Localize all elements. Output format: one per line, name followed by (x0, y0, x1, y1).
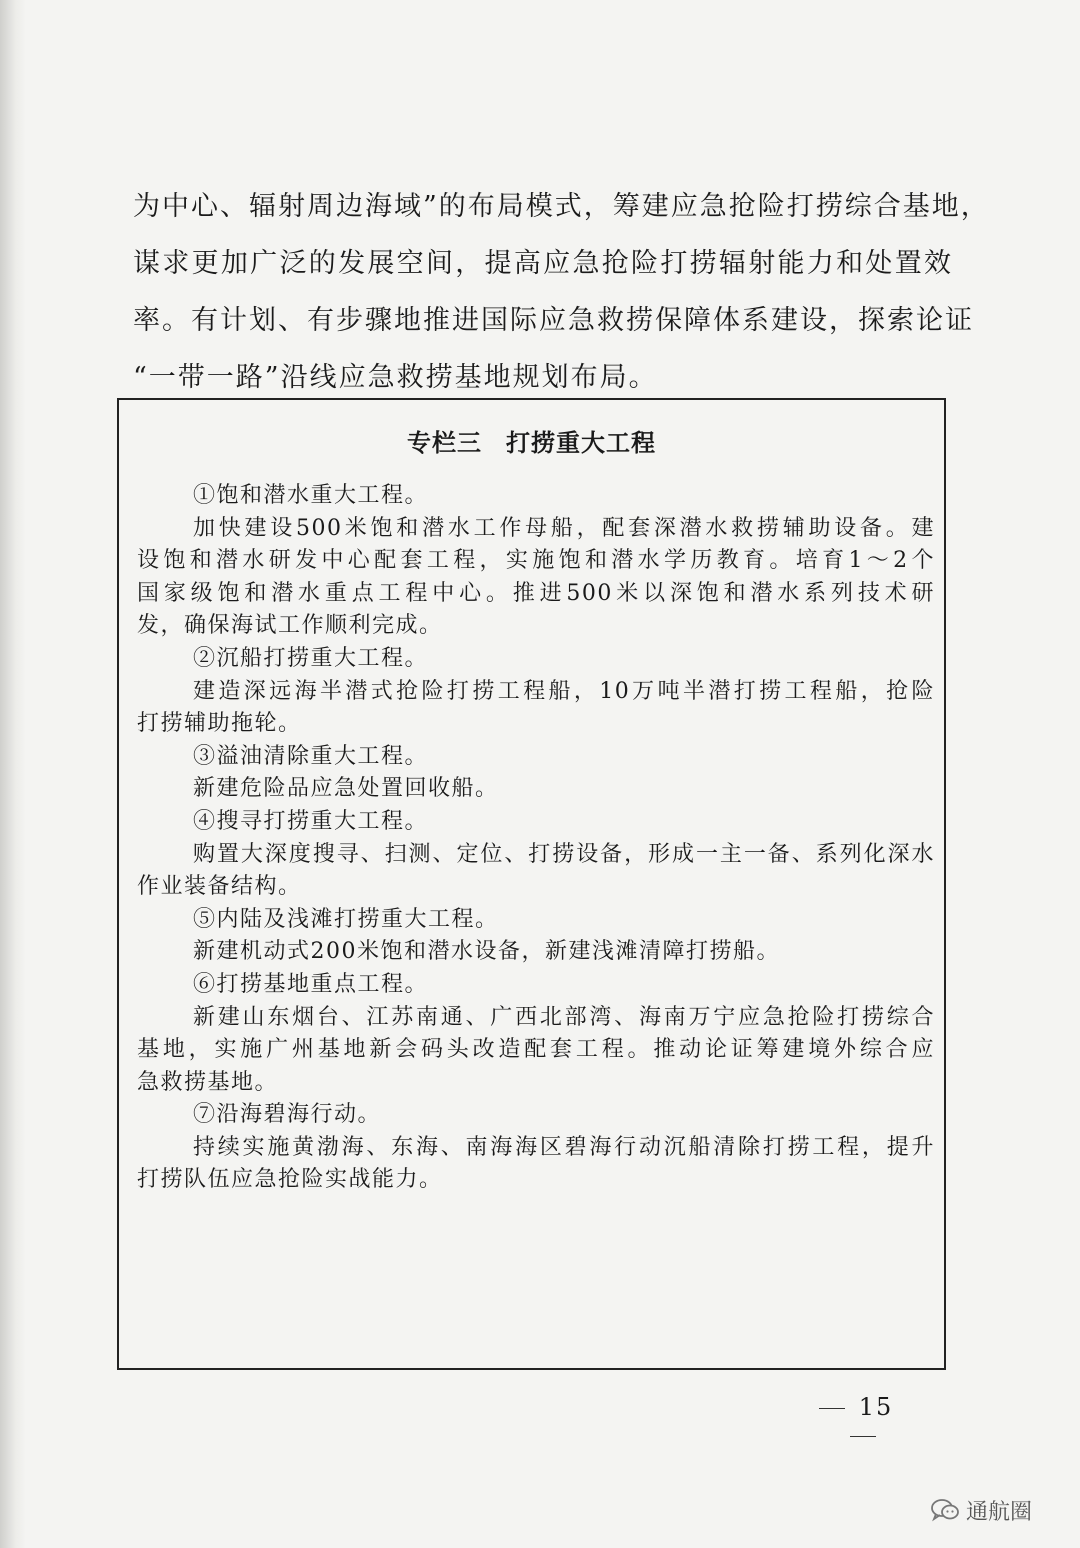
item-text-line: 作业装备结构。 (137, 874, 302, 900)
item-text-line: 打捞队伍应急抢险实战能力。 (137, 1167, 443, 1193)
intro-line: 率。有计划、有步骤地推进国际应急救捞保障体系建设，探索论证 (133, 305, 974, 336)
box-title-text: 打捞重大工程 (506, 429, 656, 457)
item-text-line: 新建机动式200米饱和潜水设备，新建浅滩清障打捞船。 (193, 939, 780, 965)
item-text-line: 新建山东烟台、江苏南通、广西北部湾、海南万宁应急抢险打捞综合 (193, 1004, 935, 1030)
item-text-line: 设饱和潜水研发中心配套工程，实施饱和潜水学历教育。培育1～2个 (137, 548, 935, 574)
page-dash-left (819, 1408, 845, 1409)
special-column-box (117, 398, 946, 1370)
page-number (808, 1393, 918, 1449)
item-text-line: 建造深远海半潜式抢险打捞工程船，10万吨半潜打捞工程船，抢险 (193, 678, 935, 704)
intro-line: 为中心、辐射周边海域”的布局模式，筹建应急抢险打捞综合基地， (133, 191, 990, 222)
item-heading: ③溢油清除重大工程。 (193, 743, 429, 769)
intro-line: “一带一路”沿线应急救捞基地规划布局。 (133, 362, 658, 393)
item-heading: ④搜寻打捞重大工程。 (193, 808, 429, 834)
item-heading: ②沉船打捞重大工程。 (193, 645, 429, 671)
page-dash-right (850, 1436, 876, 1437)
watermark (930, 1490, 1032, 1530)
wechat-icon (930, 1497, 960, 1523)
item-text-line: 发，确保海试工作顺利完成。 (137, 613, 443, 639)
item-text-line: 国家级饱和潜水重点工程中心。推进500米以深饱和潜水系列技术研 (137, 580, 935, 606)
item-text-line: 基地，实施广州基地新会码头改造配套工程。推动论证筹建境外综合应 (137, 1037, 935, 1063)
item-heading: ①饱和潜水重大工程。 (193, 483, 429, 508)
page-fold-shadow (0, 0, 26, 1548)
item-text-line: 打捞辅助拖轮。 (137, 711, 302, 737)
item-text-line: 持续实施黄渤海、东海、南海海区碧海行动沉船清除打捞工程，提升 (193, 1134, 935, 1160)
item-heading: ⑥打捞基地重点工程。 (193, 971, 429, 997)
item-text-line: 新建危险品应急处置回收船。 (193, 776, 499, 802)
item-heading: ⑦沿海碧海行动。 (193, 1102, 382, 1128)
box-title (119, 423, 944, 458)
intro-line: 谋求更加广泛的发展空间，提高应急抢险打捞辐射能力和处置效 (133, 248, 953, 279)
intro-paragraph (133, 178, 990, 406)
box-body (137, 480, 935, 1197)
box-title-label: 专栏三 (407, 429, 482, 457)
item-text-line: 购置大深度搜寻、扫测、定位、打捞设备，形成一主一备、系列化深水 (193, 841, 935, 867)
item-text-line: 急救捞基地。 (137, 1069, 279, 1095)
watermark-text: 通航圈 (966, 1499, 1033, 1525)
item-heading: ⑤内陆及浅滩打捞重大工程。 (193, 906, 499, 932)
page-number-value: 15 (858, 1393, 894, 1421)
item-text-line: 加快建设500米饱和潜水工作母船，配套深潜水救捞辅助设备。建 (193, 515, 935, 541)
